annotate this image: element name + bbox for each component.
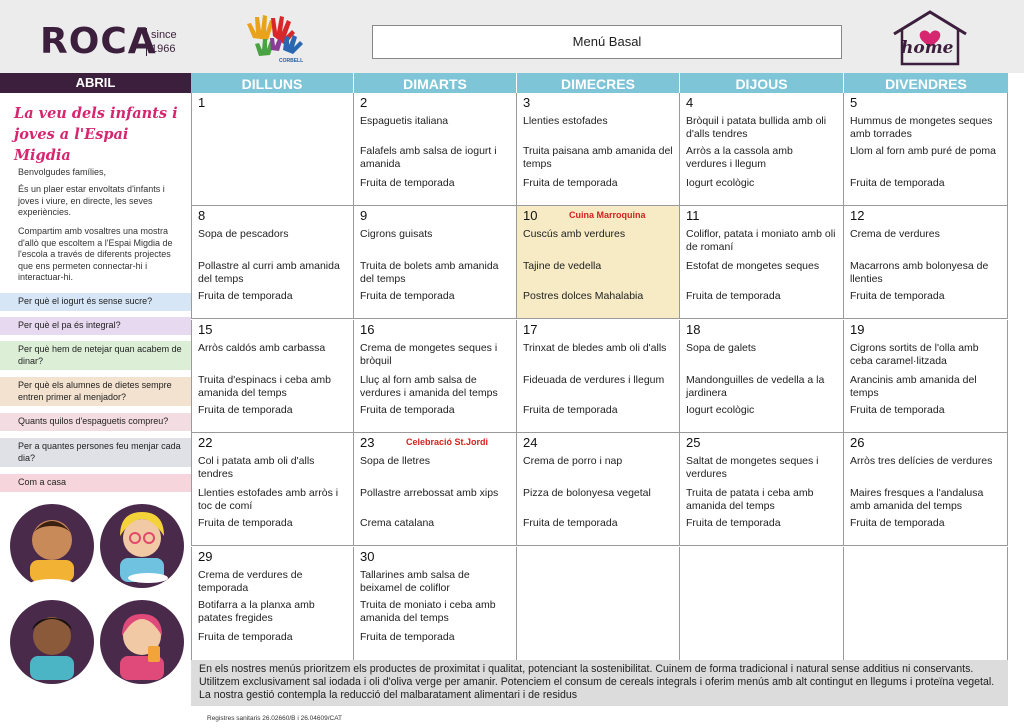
day-cell [517,433,680,546]
day-cell [844,433,1008,546]
dish-item: Maires fresques a l'andalusa amb amanida del temps [850,487,984,512]
dish-item: Iogurt ecològic [686,404,755,416]
dish-item: Sopa de pescadors [198,228,289,240]
question-item-bread[interactable]: Per què el pa és integral? [0,317,191,335]
dish-item: Fruita de temporada [686,290,781,302]
since-label: since 1966 [146,28,191,56]
day-cell [517,547,680,661]
day-number: 16 [360,322,375,337]
dish-item: Fruita de temporada [686,517,781,529]
dish-item: Fruita de temporada [360,177,455,189]
sidebar-paragraph: Compartim amb vosaltres una mostra d'allò que escoltem a l'Espai Migdia de l'escola a través de diferents projectes que ens permeten connectar-hi i interactuar-hi. [18,226,173,282]
dish-item: Fruita de temporada [850,290,945,302]
menu-title: Menú Basal [372,25,842,59]
day-header-wednesday: DIMECRES [517,73,680,93]
dish-item: Crema de verdures [850,228,940,240]
dish-item: Arròs a la cassola amb verdures i llegum [686,145,793,170]
day-cell [517,93,680,206]
day-cell [191,547,354,661]
dish-item: Truita de moniato i ceba amb amanida del temps [360,599,496,624]
day-cell [844,206,1008,319]
dish-item: Fruita de temporada [523,404,618,416]
dish-item: Fruita de temporada [360,631,455,643]
day-number: 26 [850,435,865,450]
question-item-people[interactable]: Per a quantes persones feu menjar cada dia? [0,438,191,467]
dish-item: Truita de patata i ceba amb amanida del temps [686,487,814,512]
day-number: 23 [360,435,375,450]
day-cell [680,320,844,433]
kids-illustration-icon [8,496,186,686]
day-number: 2 [360,95,368,110]
dish-item: Tallarines amb salsa de beixamel de coliflor [360,569,470,594]
dish-item: Botifarra a la planxa amb patates fregides [198,599,315,624]
dish-item: Sopa de lletres [360,455,431,467]
svg-text:CORBELL: CORBELL [279,58,304,64]
day-number: 30 [360,549,375,564]
day-cell [354,433,517,546]
dish-item: Iogurt ecològic [686,177,755,189]
dish-item: Coliflor, patata i moniato amb oli de romaní [686,228,836,253]
dish-item: Fruita de temporada [360,404,455,416]
dish-item: Arròs caldós amb carbassa [198,342,326,354]
dish-item: Truita d'espinacs i ceba amb amanida del temps [198,374,331,399]
dish-item: Saltat de mongetes seques i verdures [686,455,819,480]
dish-item: Espaguetis italiana [360,115,449,127]
dish-item: Llenties estofades [523,115,608,127]
dish-item: Llenties estofades amb arròs i toc de comí [198,487,339,512]
day-header-friday: DIVENDRES [844,73,1008,93]
day-cell [680,547,844,661]
day-cell [191,206,354,319]
dish-item: Mandonguilles de vedella a la jardinera [686,374,825,399]
roca-logo: ROCA [40,21,157,62]
dish-item: Arancinis amb amanida del temps [850,374,977,399]
day-number: 15 [198,322,213,337]
dish-item: Crema de mongetes seques i bròquil [360,342,498,367]
dish-item: Fruita de temporada [198,631,293,643]
dish-item: Truita paisana amb amanida del temps [523,145,673,170]
sidebar-title: La veu dels infants i joves a l'Espai Migdia [14,105,178,164]
day-header-tuesday: DIMARTS [354,73,517,93]
dish-item: Fruita de temporada [360,290,455,302]
day-number: 1 [198,95,206,110]
day-number: 17 [523,322,538,337]
day-number: 12 [850,208,865,223]
home-logo-text: home [901,38,954,58]
day-header-thursday: DIJOUS [680,73,844,93]
dish-item: Llom al forn amb puré de poma [850,145,996,157]
day-cell [517,206,680,319]
event-label: Celebració St.Jordi [406,437,489,447]
sidebar-paragraph: És un plaer estar envoltats d'infants i joves i viure, en directe, les seves experiències. [18,184,165,217]
dish-item: Bròquil i patata bullida amb oli d'alls tendres [686,115,827,140]
day-number: 8 [198,208,206,223]
dish-item: Cigrons sortits de l'olla amb ceba caramel·litzada [850,342,979,367]
day-header-monday: DILLUNS [191,73,354,93]
day-cell [191,93,354,206]
dish-item: Fruita de temporada [198,404,293,416]
dish-item: Fruita de temporada [198,517,293,529]
dish-item: Fideuada de verdures i llegum [523,374,665,386]
day-cell [354,547,517,661]
dish-item: Fruita de temporada [850,177,945,189]
dish-item: Postres dolces Mahalabia [523,290,644,302]
day-cell [191,433,354,546]
day-number: 11 [686,208,700,223]
sidebar [0,73,191,728]
day-cell [680,206,844,319]
dish-item: Pollastre arrebossat amb xips [360,487,499,499]
day-number: 10 [523,208,538,223]
question-item-diets[interactable]: Per què els alumnes de dietes sempre entren primer al menjador? [0,377,191,406]
question-item-home[interactable]: Com a casa [0,474,191,492]
hands-logo-icon [245,10,307,66]
dish-item: Pizza de bolonyesa vegetal [523,487,651,499]
dish-item: Crema catalana [360,517,435,529]
day-number: 25 [686,435,701,450]
top-bar [0,0,1024,73]
day-cell [680,433,844,546]
dish-item: Hummus de mongetes seques amb torrades [850,115,993,140]
dish-item: Crema de verdures de temporada [198,569,303,594]
dish-item: Arròs tres delícies de verdures [850,455,993,467]
month-label: ABRIL [0,73,191,93]
event-label: Cuina Marroquina [569,210,646,220]
day-number: 3 [523,95,531,110]
footer-note: En els nostres menús prioritzem els productes de proximitat i qualitat, potenciant la sostenibilitat. Cuinem de forma tradicional i natural sense additius ni conservants. Utilitzem exclusivament sal iodada i oli d'oliva verge per amanir. Potenciem el consum de cereals integrals i oferim menús amb alt contingut en llegums i proteïna vegetal. La nostra gestió contempla la reducció del malbaratament alimentari i de residus [191,660,1008,706]
dish-item: Trinxat de bledes amb oli d'alls [523,342,667,354]
day-number: 29 [198,549,213,564]
dish-item: Sopa de galets [686,342,757,354]
day-cell [844,93,1008,206]
day-number: 9 [360,208,368,223]
question-item-cleaning[interactable]: Per què hem de netejar quan acabem de dinar? [0,341,191,370]
day-number: 18 [686,322,701,337]
registry-note: Registres sanitaris 26.02660/B i 26.04609/CAT [207,715,343,722]
dish-item: Cigrons guisats [360,228,433,240]
dish-item: Crema de porro i nap [523,455,623,467]
dish-item: Truita de bolets amb amanida del temps [360,260,499,285]
dish-item: Falafels amb salsa de iogurt i amanida [360,145,497,170]
day-cell [191,320,354,433]
day-number: 5 [850,95,858,110]
day-number: 22 [198,435,213,450]
day-number: 4 [686,95,694,110]
question-item-spaghetti[interactable]: Quants quilos d'espaguetis compreu? [0,413,191,431]
day-cell [517,320,680,433]
dish-item: Fruita de temporada [850,517,945,529]
sidebar-paragraph: Benvolgudes famílies, [18,167,107,177]
day-cell [354,320,517,433]
day-cell [844,320,1008,433]
dish-item: Cuscús amb verdures [523,228,626,240]
dish-item: Tajine de vedella [523,260,602,272]
day-number: 24 [523,435,538,450]
dish-item: Fruita de temporada [850,404,945,416]
dish-item: Col i patata amb oli d'alls tendres [198,455,315,480]
dish-item: Fruita de temporada [523,517,618,529]
dish-item: Lluç al forn amb salsa de verdures i amanida del temps [360,374,498,399]
day-cell [844,547,1008,661]
dish-item: Fruita de temporada [198,290,293,302]
dish-item: Pollastre al curri amb amanida del temps [198,260,340,285]
question-item-yogurt[interactable]: Per què el iogurt és sense sucre? [0,293,191,311]
dish-item: Macarrons amb bolonyesa de llenties [850,260,989,285]
day-cell [354,93,517,206]
dish-item: Estofat de mongetes seques [686,260,820,272]
day-cell [354,206,517,319]
day-cell [680,93,844,206]
day-number: 19 [850,322,865,337]
dish-item: Fruita de temporada [523,177,618,189]
